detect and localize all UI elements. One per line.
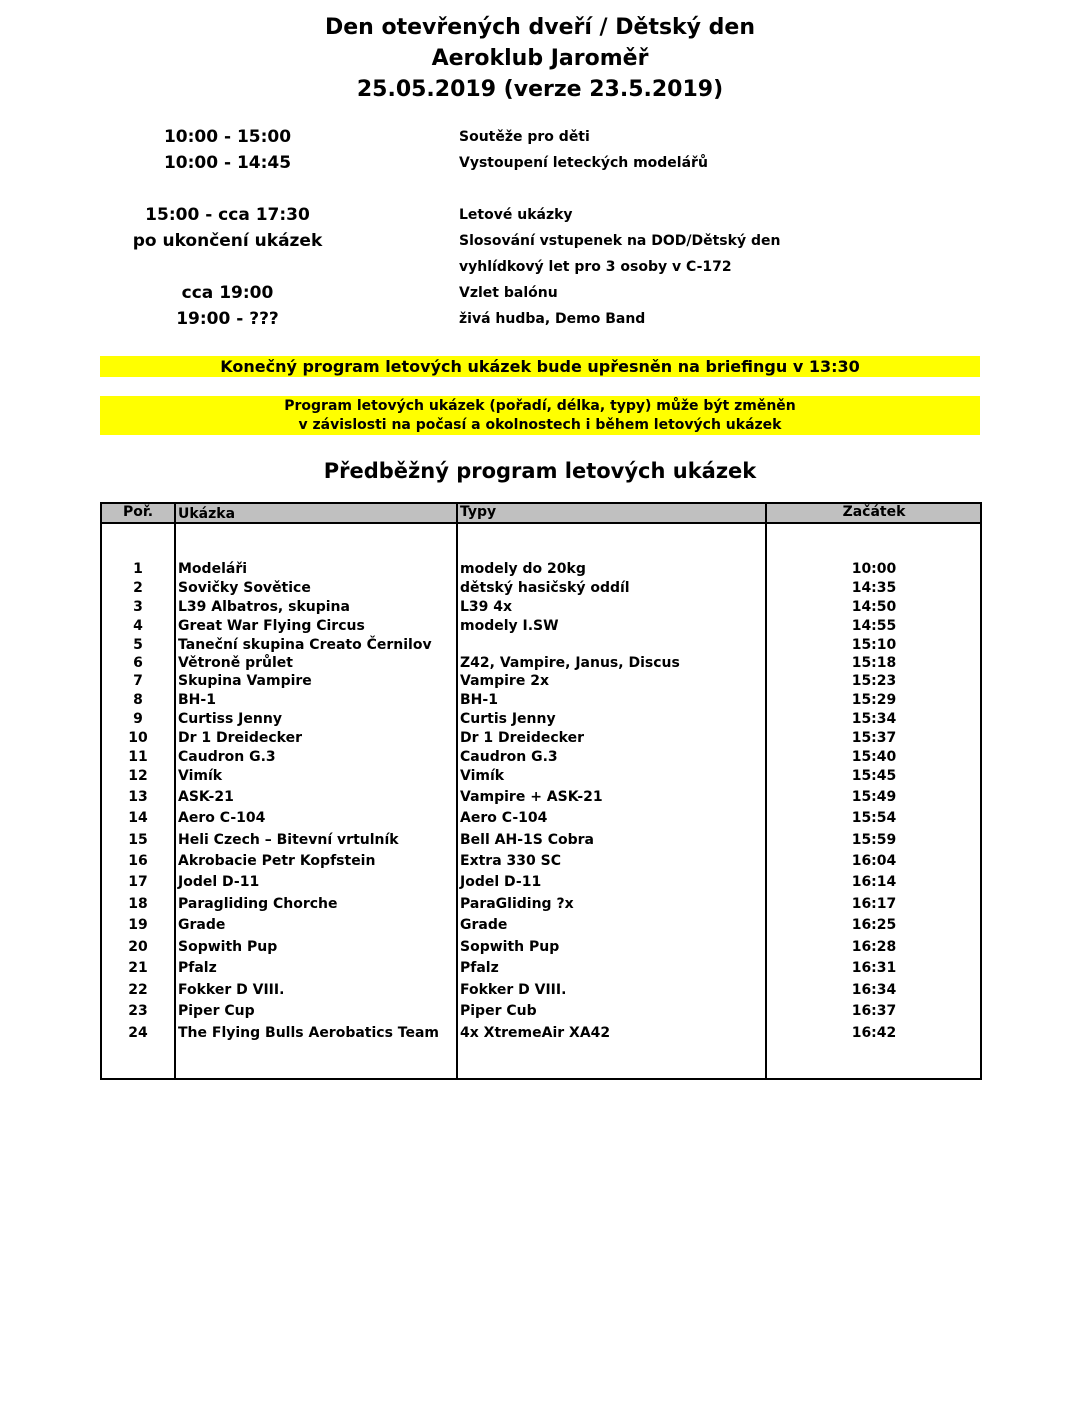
change-notice-line-2: v závislosti na počasí a okolnostech i během letových ukázek — [298, 417, 782, 433]
title-line-2: Aeroklub Jaroměř — [431, 46, 649, 71]
schedule-time: 10:00 - 15:00 — [163, 127, 292, 147]
table-row — [102, 958, 980, 979]
row-type: Piper Cub — [460, 1003, 537, 1019]
row-number: 9 — [133, 711, 143, 727]
row-start: 15:59 — [851, 832, 897, 848]
row-number: 23 — [128, 1003, 148, 1019]
row-number: 19 — [128, 917, 148, 933]
row-type: Curtis Jenny — [460, 711, 556, 727]
row-number: 24 — [128, 1025, 148, 1041]
row-name: Taneční skupina Creato Černilov — [178, 637, 432, 653]
row-name: BH-1 — [178, 692, 216, 708]
table-row — [102, 786, 980, 808]
table-row — [102, 729, 980, 748]
row-name: Curtiss Jenny — [178, 711, 282, 727]
row-type: BH-1 — [460, 692, 498, 708]
title-line-3: 25.05.2019 (verze 23.5.2019) — [356, 77, 724, 102]
row-start: 16:17 — [851, 896, 897, 912]
table-row — [102, 598, 980, 617]
schedule-time: 15:00 - cca 17:30 — [145, 205, 310, 225]
table-row — [102, 872, 980, 893]
row-name: Paragliding Chorche — [178, 896, 338, 912]
row-name: Jodel D-11 — [178, 874, 260, 890]
row-start: 16:28 — [851, 939, 897, 955]
row-start: 16:37 — [851, 1003, 897, 1019]
row-name: Dr 1 Dreidecker — [178, 730, 302, 746]
row-start: 14:55 — [851, 618, 897, 634]
row-number: 1 — [133, 561, 143, 577]
row-type: Jodel D-11 — [460, 874, 542, 890]
row-type: Bell AH-1S Cobra — [460, 832, 594, 848]
row-type: dětský hasičský oddíl — [460, 580, 630, 596]
row-number: 15 — [128, 832, 148, 848]
table-row — [102, 1022, 980, 1044]
row-start: 15:37 — [851, 730, 897, 746]
row-start: 14:35 — [851, 580, 897, 596]
row-name: Caudron G.3 — [178, 749, 276, 765]
row-type: Z42, Vampire, Janus, Discus — [460, 655, 680, 671]
row-name: Piper Cup — [178, 1003, 255, 1019]
row-name: Grade — [178, 917, 226, 933]
row-name: ASK-21 — [178, 789, 234, 805]
table-row — [102, 936, 980, 958]
table-body — [102, 560, 980, 1044]
row-start: 15:29 — [851, 692, 897, 708]
schedule-row — [100, 202, 980, 228]
header-start: Začátek — [842, 504, 906, 520]
flight-program-table — [100, 502, 982, 1080]
row-name: The Flying Bulls Aerobatics Team — [178, 1025, 440, 1041]
row-name: Sopwith Pup — [178, 939, 278, 955]
section-title: Předběžný program letových ukázek — [323, 459, 757, 483]
row-type: Vampire + ASK-21 — [460, 789, 603, 805]
row-start: 15:54 — [851, 810, 897, 826]
document-title — [0, 12, 1080, 105]
table-row — [102, 617, 980, 636]
header-name: Ukázka — [178, 506, 236, 522]
table-row — [102, 1001, 980, 1022]
schedule-gap — [100, 176, 980, 202]
row-name: Akrobacie Petr Kopfstein — [178, 853, 376, 869]
table-row — [102, 560, 980, 579]
row-start: 15:10 — [851, 637, 897, 653]
schedule-event: Vzlet balónu — [459, 285, 558, 301]
row-start: 15:23 — [851, 673, 897, 689]
table-row — [102, 654, 980, 672]
table-row — [102, 691, 980, 710]
table-header — [102, 504, 980, 524]
row-start: 16:04 — [851, 853, 897, 869]
schedule-row — [100, 306, 980, 332]
row-start: 15:34 — [851, 711, 897, 727]
row-number: 5 — [133, 637, 143, 653]
row-number: 8 — [133, 692, 143, 708]
row-type: Dr 1 Dreidecker — [460, 730, 584, 746]
table-row — [102, 748, 980, 767]
row-number: 11 — [128, 749, 148, 765]
row-type: L39 4x — [460, 599, 513, 615]
row-number: 18 — [128, 896, 148, 912]
row-name: Sovičky Sovětice — [178, 580, 311, 596]
table-row — [102, 979, 980, 1001]
table-row — [102, 636, 980, 654]
table-row — [102, 915, 980, 936]
row-name: Heli Czech – Bitevní vrtulník — [178, 832, 399, 848]
row-type: ParaGliding ?x — [460, 896, 574, 912]
row-type: Grade — [460, 917, 508, 933]
row-name: Pfalz — [178, 960, 217, 976]
row-start: 16:42 — [851, 1025, 897, 1041]
row-name: Great War Flying Circus — [178, 618, 365, 634]
schedule-row — [100, 124, 980, 150]
row-type: Pfalz — [460, 960, 499, 976]
row-type: 4x XtremeAir XA42 — [460, 1025, 611, 1041]
table-row — [102, 893, 980, 915]
row-number: 10 — [128, 730, 148, 746]
row-number: 21 — [128, 960, 148, 976]
schedule-row — [100, 280, 980, 306]
change-notice-line-1: Program letových ukázek (pořadí, délka, typy) může být změněn — [284, 398, 796, 414]
row-number: 6 — [133, 655, 143, 671]
row-number: 3 — [133, 599, 143, 615]
table-row — [102, 710, 980, 729]
schedule-time: 10:00 - 14:45 — [163, 153, 292, 173]
row-number: 2 — [133, 580, 143, 596]
change-notice-banner — [100, 396, 980, 435]
schedule-event: vyhlídkový let pro 3 osoby v C-172 — [459, 259, 732, 275]
table-row — [102, 851, 980, 872]
title-line-1: Den otevřených dveří / Dětský den — [324, 15, 756, 40]
row-type: Vampire 2x — [460, 673, 549, 689]
schedule-time: 19:00 - ??? — [176, 309, 279, 329]
row-type: Sopwith Pup — [460, 939, 560, 955]
table-row — [102, 672, 980, 691]
table-row — [102, 808, 980, 829]
schedule-row — [100, 150, 980, 176]
row-start: 10:00 — [851, 561, 897, 577]
schedule-row — [100, 228, 980, 254]
table-row — [102, 767, 980, 786]
schedule-event: živá hudba, Demo Band — [459, 311, 646, 327]
row-start: 16:14 — [851, 874, 897, 890]
row-start: 16:34 — [851, 982, 897, 998]
header-type: Typy — [460, 504, 497, 520]
row-start: 16:31 — [851, 960, 897, 976]
table-row — [102, 829, 980, 851]
schedule-event: Slosování vstupenek na DOD/Dětský den — [459, 233, 781, 249]
row-type: Fokker D VIII. — [460, 982, 567, 998]
row-start: 16:25 — [851, 917, 897, 933]
header-num: Poř. — [122, 504, 154, 520]
schedule-time: po ukončení ukázek — [132, 231, 323, 251]
final-program-banner: Konečný program letových ukázek bude upřesněn na briefingu v 13:30 — [100, 356, 980, 377]
row-name: Fokker D VIII. — [178, 982, 285, 998]
row-name: Aero C-104 — [178, 810, 266, 826]
row-number: 22 — [128, 982, 148, 998]
row-type: modely do 20kg — [460, 561, 586, 577]
row-start: 15:45 — [851, 768, 897, 784]
row-number: 4 — [133, 618, 143, 634]
row-number: 12 — [128, 768, 148, 784]
table-row — [102, 579, 980, 598]
row-number: 13 — [128, 789, 148, 805]
row-number: 17 — [128, 874, 148, 890]
row-start: 15:40 — [851, 749, 897, 765]
schedule-event: Letové ukázky — [459, 207, 573, 223]
row-type: Aero C-104 — [460, 810, 548, 826]
row-start: 14:50 — [851, 599, 897, 615]
row-type: Vimík — [460, 768, 505, 784]
schedule-event: Vystoupení leteckých modelářů — [459, 155, 708, 171]
row-type: Extra 330 SC — [460, 853, 561, 869]
row-number: 16 — [128, 853, 148, 869]
row-number: 14 — [128, 810, 148, 826]
row-number: 7 — [133, 673, 143, 689]
row-type: modely I.SW — [460, 618, 559, 634]
row-type: Caudron G.3 — [460, 749, 558, 765]
row-start: 15:49 — [851, 789, 897, 805]
schedule-time: cca 19:00 — [181, 283, 274, 303]
row-number: 20 — [128, 939, 148, 955]
row-start: 15:18 — [851, 655, 897, 671]
row-name: L39 Albatros, skupina — [178, 599, 350, 615]
schedule-row — [100, 254, 980, 280]
row-name: Vimík — [178, 768, 223, 784]
row-name: Skupina Vampire — [178, 673, 312, 689]
row-name: Modeláři — [178, 561, 248, 577]
schedule-event: Soutěže pro děti — [459, 129, 590, 145]
row-name: Větroně průlet — [178, 655, 293, 671]
day-schedule — [100, 124, 980, 332]
